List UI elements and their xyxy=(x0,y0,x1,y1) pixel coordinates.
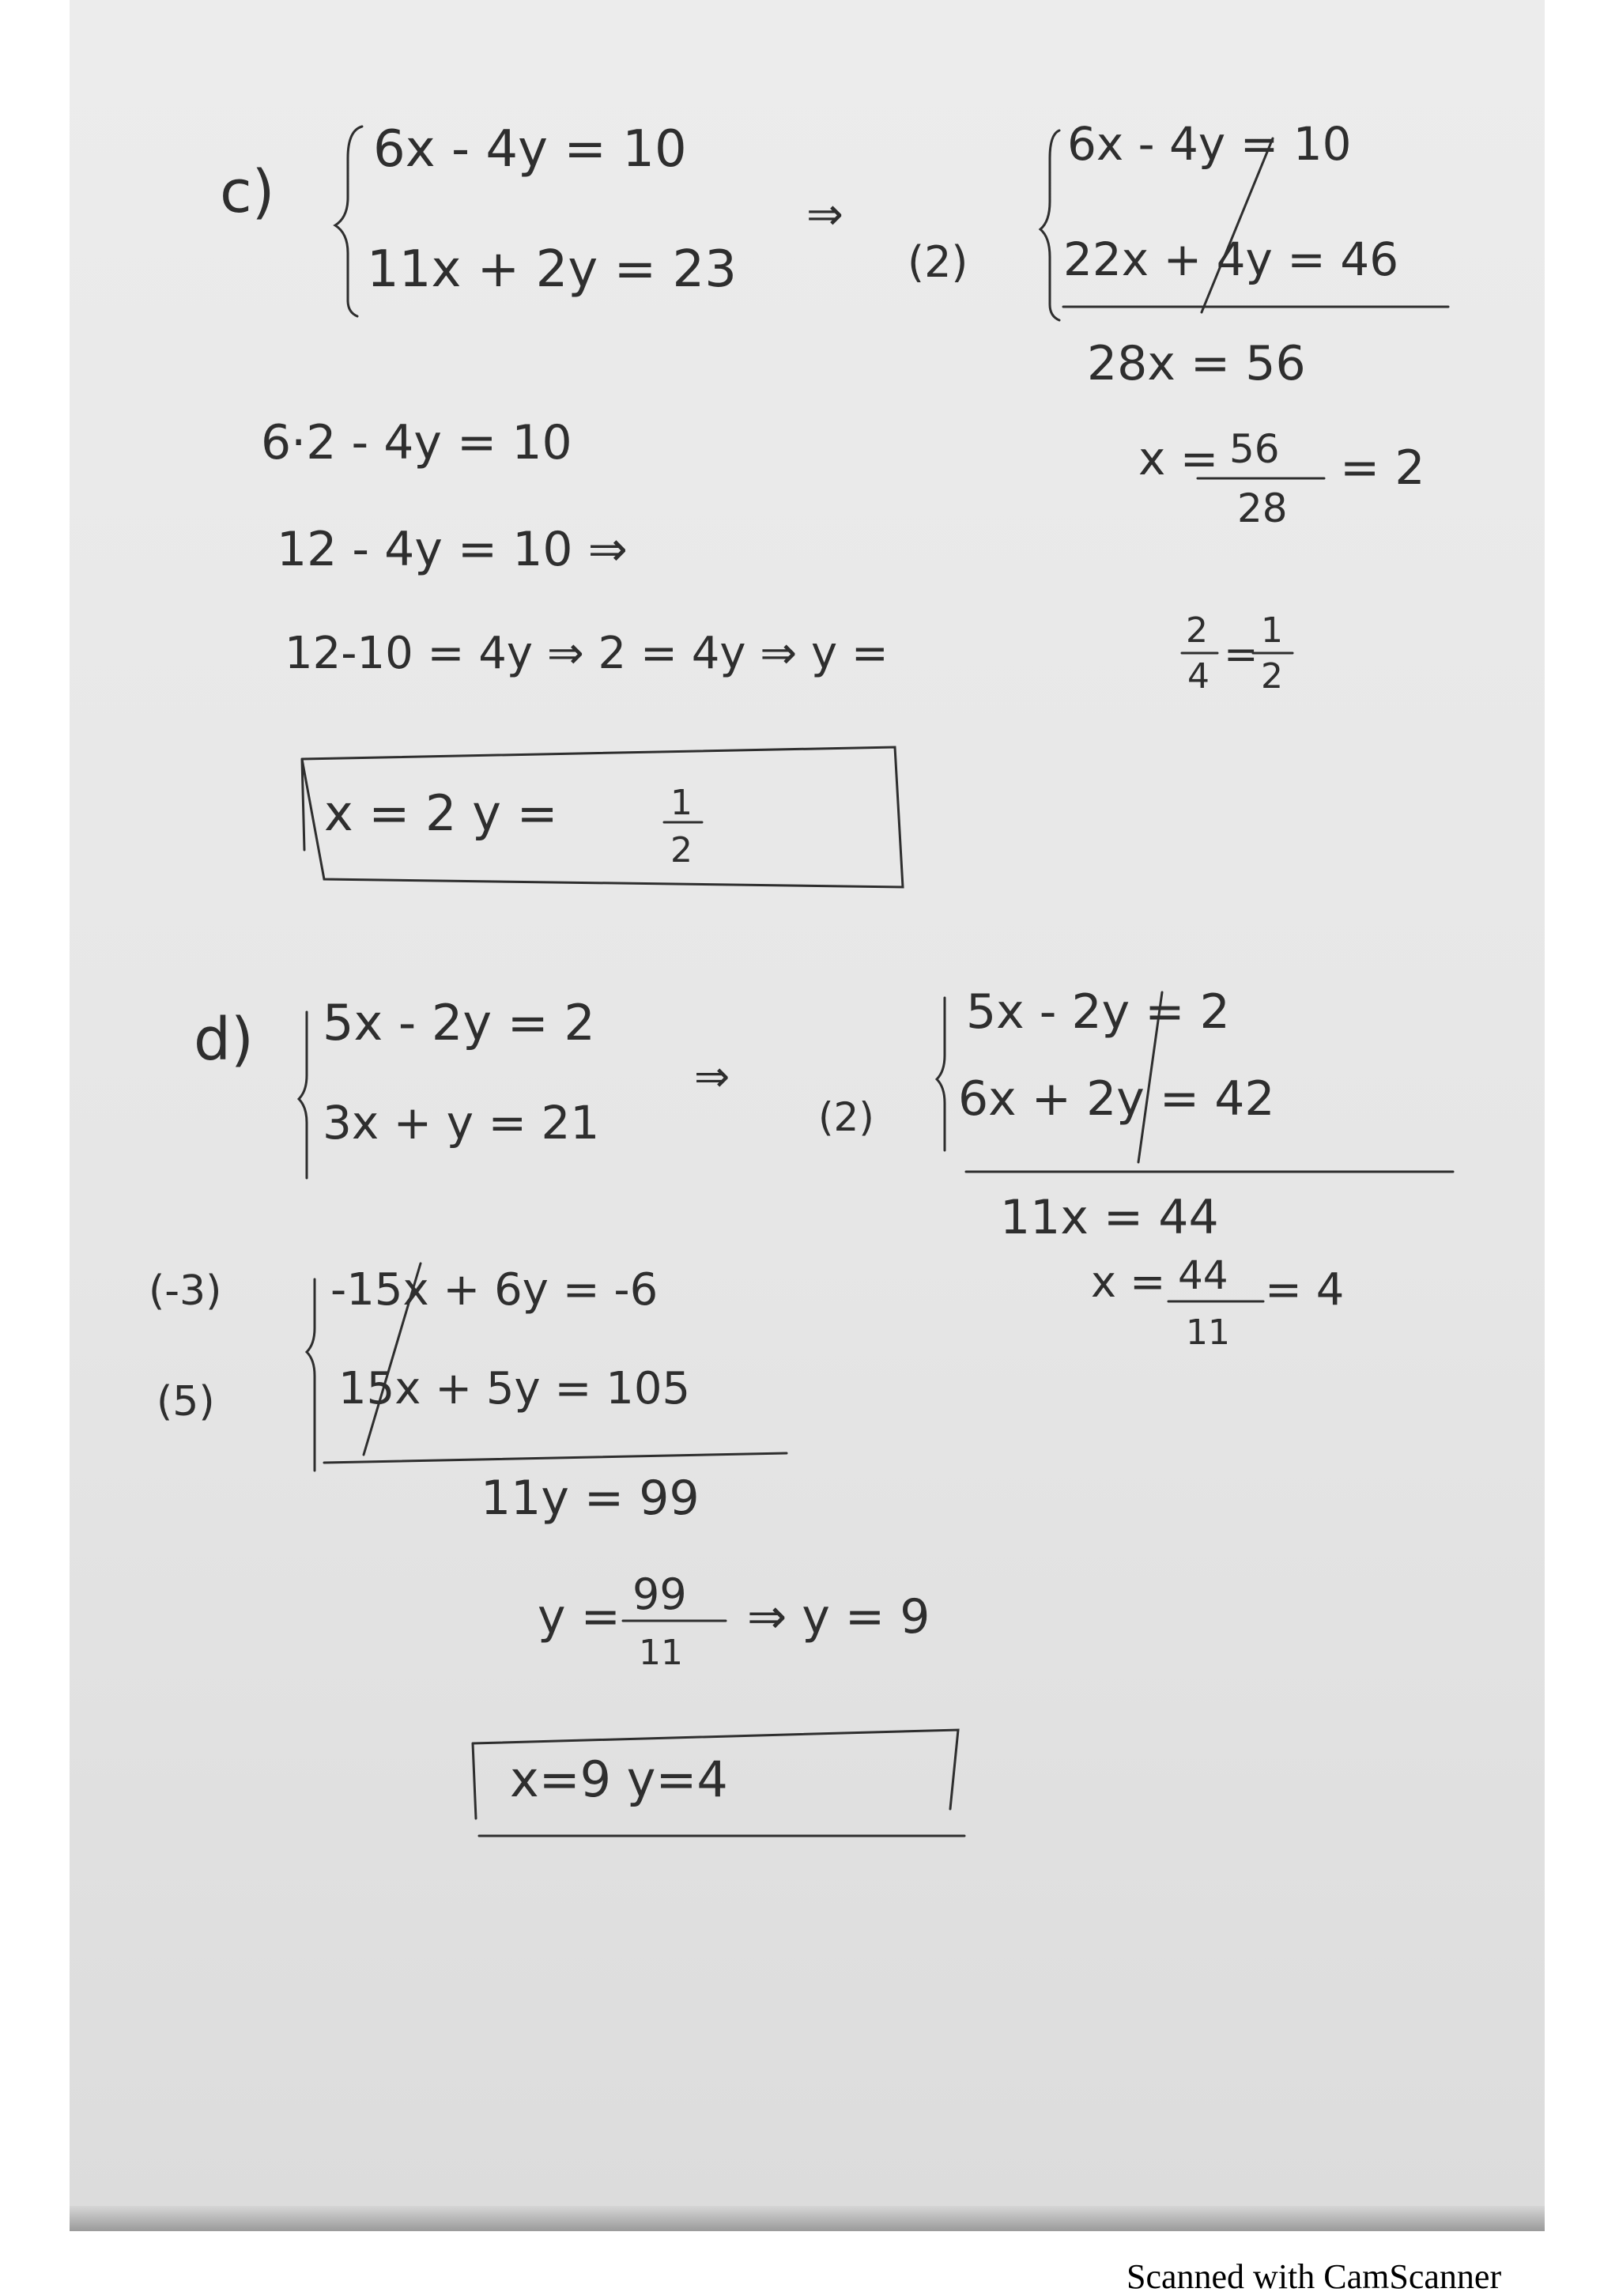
part-c-step-1: 6·2 - 4y = 10 xyxy=(261,415,572,470)
answer-c-text: x = 2 y = xyxy=(324,784,558,842)
part-d-eq2: 3x + y = 21 xyxy=(323,1096,600,1150)
part-d-x-num: 44 xyxy=(1178,1252,1228,1298)
part-d-x-lhs: x = xyxy=(1091,1257,1166,1307)
brace-c-right xyxy=(1040,130,1059,320)
brace-d-right xyxy=(937,998,945,1150)
brace-d-alt xyxy=(307,1279,315,1471)
part-c-scaled-eq1: 6x - 4y = 10 xyxy=(1067,117,1352,171)
alt-eq1: -15x + 6y = -6 xyxy=(330,1264,659,1316)
part-d-multiplier: (2) xyxy=(818,1094,874,1140)
part-c-multiplier: (2) xyxy=(908,237,968,287)
part-d-eq1: 5x - 2y = 2 xyxy=(323,994,595,1052)
part-c-arrow: ⇒ xyxy=(806,189,843,240)
alt-y-den: 11 xyxy=(639,1633,683,1673)
part-c-x-rhs: = 2 xyxy=(1340,440,1425,496)
part-d-x-rhs: = 4 xyxy=(1265,1264,1345,1316)
part-d-x-den: 11 xyxy=(1186,1312,1230,1353)
part-c-y-frac1-num: 2 xyxy=(1186,610,1208,651)
answer-d-text: x=9 y=4 xyxy=(510,1750,728,1808)
part-c-y-frac2-den: 2 xyxy=(1261,656,1283,697)
part-d-label: d) xyxy=(194,1006,254,1074)
brace-d-left xyxy=(299,1012,307,1178)
answer-c-num: 1 xyxy=(670,783,693,823)
alt-sum-line xyxy=(324,1453,787,1463)
alt-y-lhs: y = xyxy=(538,1589,621,1645)
alt-multiplier-2: (5) xyxy=(157,1378,215,1426)
part-c-scaled-eq2: 22x + 4y = 46 xyxy=(1063,232,1399,286)
part-c-label: c) xyxy=(220,158,275,226)
alt-sum: 11y = 99 xyxy=(481,1471,700,1526)
part-c-y-frac2-num: 1 xyxy=(1261,610,1283,651)
part-d-scaled-eq1: 5x - 2y = 2 xyxy=(966,984,1230,1040)
alt-multiplier-1: (-3) xyxy=(149,1267,222,1315)
alt-y-rhs: ⇒ y = 9 xyxy=(747,1589,930,1645)
part-d-arrow: ⇒ xyxy=(694,1052,730,1101)
brace-c-left xyxy=(335,127,362,316)
part-c-eq2: 11x + 2y = 23 xyxy=(367,240,737,299)
part-c-step-2: 12 - 4y = 10 ⇒ xyxy=(277,522,628,577)
scanner-watermark: Scanned with CamScanner xyxy=(1127,2257,1502,2296)
part-c-eq1: 6x - 4y = 10 xyxy=(373,120,687,179)
answer-c-den: 2 xyxy=(670,830,693,870)
part-c-y-frac1-den: 4 xyxy=(1187,656,1210,697)
part-d-scaled-eq2: 6x + 2y = 42 xyxy=(958,1071,1275,1127)
part-c-x-den: 28 xyxy=(1237,485,1288,531)
part-d-sum: 11x = 44 xyxy=(1000,1190,1219,1245)
part-c-x-num: 56 xyxy=(1229,426,1280,472)
alt-y-num: 99 xyxy=(632,1569,687,1619)
part-c-step-3: 12-10 = 4y ⇒ 2 = 4y ⇒ y = xyxy=(285,628,889,679)
part-c-x-lhs: x = xyxy=(1138,432,1219,485)
part-c-y-eq: = xyxy=(1224,631,1259,678)
alt-eq2: 15x + 5y = 105 xyxy=(338,1363,691,1414)
part-c-sum: 28x = 56 xyxy=(1087,336,1306,391)
